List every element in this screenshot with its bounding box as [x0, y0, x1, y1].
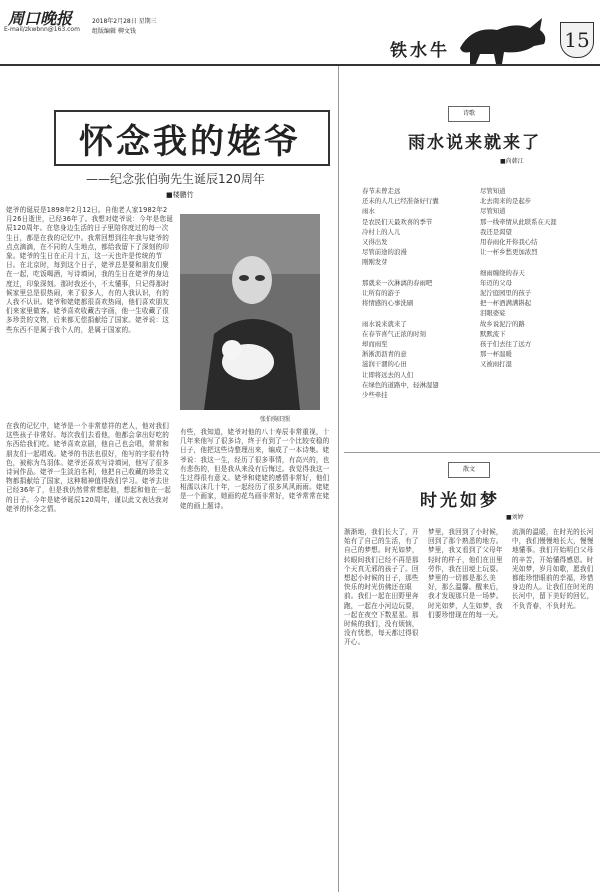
- article-text-col2: 有些，我知道，姥爷对他的八十寿辰非常重视，十几年来他写了很多诗，终于有到了一个比较安稳的日子，他把这些诗整理出来，编成了一本诗集。姥爷说：我这一生，经历了很多事情，有高兴的，也有悲伤的，但是我从来没有后悔过。我觉得我这一生过得很有意义。姥爷和姥姥的感情非常好，他们相濡以沫几十年，一起经历了很多风风雨雨。姥姥是一个画家，她画的花鸟画非常好，姥爷常常在姥姥的画上题诗。: [180, 428, 330, 510]
- poem-tag: 诗歌: [448, 106, 490, 122]
- portrait-photo: [180, 214, 320, 410]
- page-number: 15: [560, 22, 594, 58]
- essay-text-col1: 渐渐地，我们长大了，开始有了自己的生活，有了自己的梦想。时光如梦，转眼间我们已经不再是那个天真无邪的孩子了。回想起小时候的日子，那些快乐的时光仿佛还在眼前。我们一起在田野里奔跑，一起在小河边玩耍，一起在夜空下数星星。那时候的我们，没有烦恼，没有忧愁，每天都过得很开心。: [344, 528, 419, 647]
- article-text-col1: 姥爷的诞辰是1898年2月12日。自他老人家1982年2月26日逝世，已经36年了。我想对姥爷说：今年是您诞辰120周年。在您身边生活的日子里陪你度过的每一次生日，都是在我的记忆中。我常回想到往年我与姥爷的点点滴滴，在不同的人生地点，都给我留下了深刻的印象。姥爷的生日在正月十五，这一天也许是传统的节日。在北京时，每到这个日子，姥爷总是要和朋友们聚在一起，吃饭喝酒，写诗填词，我的生日在姥爷的身边度过，印象深刻。那时我还小，不太懂事，只记得那时候家里总是很热闹，来了很多人，有的人我认识，有的人我不认识。姥爷和姥姥都很喜欢热闹，他们喜欢朋友们来家里做客。姥爷喜欢收藏古字画，他一生收藏了很多珍贵的文物，后来都无偿捐献给了国家。姥爷说：这些东西不是属于我个人的，是属于国家的。: [6, 206, 174, 334]
- masthead: 周口晚报: [8, 9, 73, 28]
- essay-text-col2: 梦里，我回到了小时候，回到了那个熟悉的地方。梦里，我又看到了父母年轻时的样子，他们在田里劳作，我在田埂上玩耍。梦里的一切都是那么美好，那么温馨。醒来后，我才发现那只是一场梦。时光如梦，人生如梦，我们要珍惜现在的每一天。: [428, 528, 503, 619]
- essay-tag: 散文: [448, 462, 490, 478]
- editor-credit: 组版编辑 柳文钱: [92, 28, 136, 35]
- poem-col1: 春节未曾走远 还未的人几已经准备好行囊 雨水 是农民们天最欢喜的季节 冷村上的人儿 又得出发 尽管前途的浪漫 刚刚发芽 那就来一次淋漓的春雨吧 让所有的游子 将情感的心事洗刷 雨水说来就来了 在春节喜气正浓的时刻 却而雨至 淅淅沥沥青的意 滋润干涸的心田 让即将远去的人们 在绿色的道路中，轻淋湿翅 少些牵挂: [362, 187, 439, 400]
- essay-title: 时光如梦: [420, 491, 500, 511]
- article-title: 怀念我的姥爷: [79, 122, 301, 162]
- essay-byline: ■刘婷: [506, 514, 524, 521]
- poem-byline: ■尚韩江: [500, 158, 524, 165]
- article-subtitle: ——纪念张伯驹先生诞辰120周年: [86, 172, 265, 186]
- header-rule: [0, 64, 600, 66]
- email: E-mail/zkwbnn@163.com: [4, 26, 80, 33]
- article-byline: ■楼鹏竹: [166, 191, 194, 199]
- poem-title: 雨水说来就来了: [408, 133, 541, 153]
- poem-col2: 尽管知道 北去南来的是起步 尽管知道 那一线牵情从此联系在天涯 我还是渴望 用春雨化开你我心结 让一杯乡愁更加浓烈 细雨缠绕的春天 年迈的父母 泥泞庭园里的孩子 把一杯酒满满斟起 泪眼婆娑 故乡说泥泞的路 默默流下 孩子们去往了远方 那一杯温暖 又被雨打湿: [480, 187, 557, 369]
- section-title: 铁水牛: [390, 41, 450, 61]
- dateline: 2018年2月28日 星期三: [92, 18, 157, 25]
- photo-caption: 张伯驹旧照: [260, 416, 291, 423]
- section-separator: [344, 452, 600, 453]
- column-divider: [338, 66, 339, 892]
- article-text-col1-cont: 在我的记忆中，姥爷是一个非常慈祥的老人，他对我们这些孩子非常好。每次我们去看他，他都会拿出好吃的东西给我们吃。姥爷喜欢京剧，他自己也会唱，常常和朋友们一起唱戏。姥爷的书法也很好，他写的字很有特色，被称为鸟羽体。姥爷还喜欢写诗填词，他写了很多诗词作品。姥爷一生淡泊名利，他把自己收藏的珍贵文物都捐献给了国家，这种精神值得我们学习。姥爷去世已经36年了，但是我仍然常常想起他，想起和他在一起的日子。今年是姥爷诞辰120周年，谨以此文表达我对姥爷的怀念之情。: [6, 422, 172, 513]
- essay-text-col3: 流淌的温暖，在时光的长河中，我们慢慢地长大，慢慢地懂事。我们开始明白父母的辛苦，开始懂得感恩。时光如梦，岁月如歌，愿我们都能珍惜眼前的幸福，珍惜身边的人。让我们在时光的长河中，留下美好的回忆，不负青春，不负时光。: [512, 528, 594, 610]
- bull-icon: [452, 8, 552, 68]
